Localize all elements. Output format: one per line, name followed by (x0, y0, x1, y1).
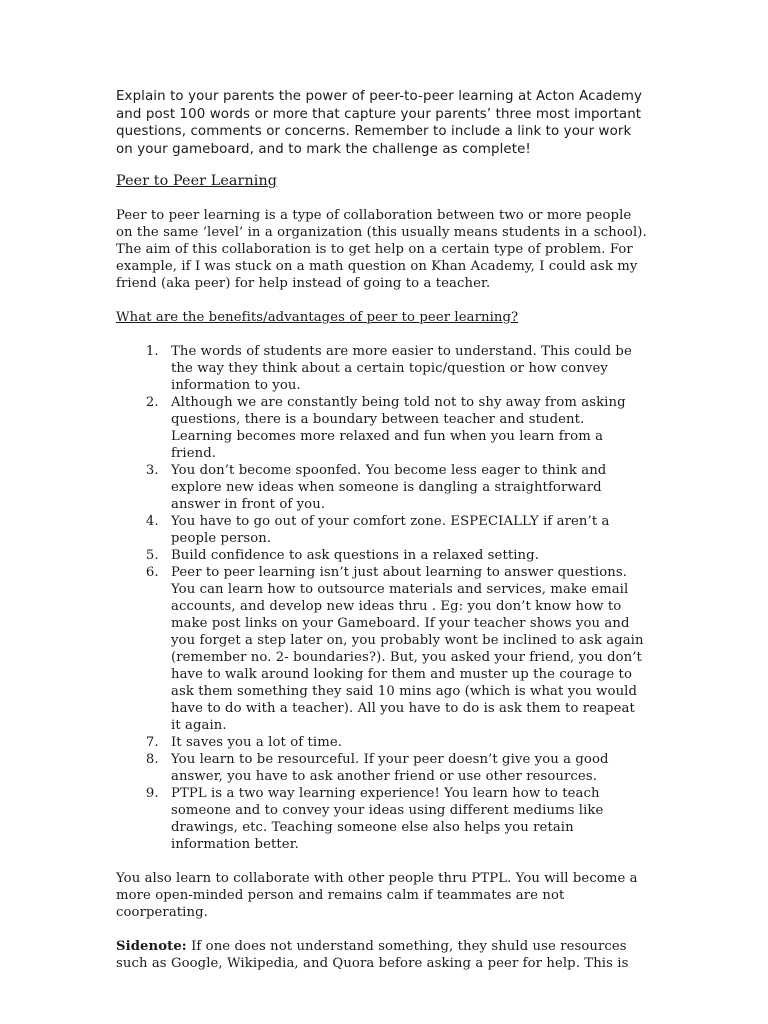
list-item: 1. The words of students are more easier to understand. This could be the way they think about a certain topic/question or how convey information to you. (163, 343, 648, 394)
sidenote-paragraph (116, 938, 648, 972)
collaboration-paragraph: You also learn to collaborate with other people thru PTPL. You will become a more open-minded person and remains calm if teammates are not coorperating. (116, 871, 638, 920)
definition-paragraph: Peer to peer learning is a type of collaboration between two or more people on the same ‘level’ in a organization (this usually means students in a school). The aim of this collaboration is to get help on a certain type of problem. For example, if I was stuck on a math question on Khan Academy, I could ask my friend (aka peer) for help instead of going to a teacher. (116, 208, 647, 291)
section-heading-peer-learning: Peer to Peer Learning (116, 173, 278, 189)
document-page (116, 88, 648, 989)
list-item: 8. You learn to be resourceful. If your peer doesn’t give you a good answer, you have to ask another friend or use other resources. (163, 751, 648, 785)
list-item: 4. You have to go out of your comfort zone. ESPECIALLY if aren’t a people person. (163, 513, 648, 547)
section-heading-benefits: What are the benefits/advantages of peer to peer learning? (116, 310, 519, 325)
list-item: 2. Although we are constantly being told not to shy away from asking questions, there is a boundary between teacher and student. Learning becomes more relaxed and fun when you learn from a friend. (163, 394, 648, 462)
sidenote-label: Sidenote: (116, 939, 187, 954)
list-item: 7. It saves you a lot of time. (163, 734, 648, 751)
intro-instructions: Explain to your parents the power of peer-to-peer learning at Acton Academy and post 100 words or more that capture your parents’ three most important questions, comments or concerns. Remember to include a link to your work on your gameboard, and to mark the challenge as complete! (116, 89, 642, 157)
list-item: 9. PTPL is a two way learning experience! You learn how to teach someone and to convey your ideas using different mediums like drawings, etc. Teaching someone else also helps you retain information better. (163, 785, 648, 853)
list-item: 3. You don’t become spoonfed. You become less eager to think and explore new ideas when someone is dangling a straightforward answer in front of you. (163, 462, 648, 513)
benefits-list (116, 343, 648, 853)
list-item: 5. Build confidence to ask questions in a relaxed setting. (163, 547, 648, 564)
sidenote-text: If one does not understand something, they shuld use resources such as Google, Wikipedia, and Quora before asking a peer for help. This is (116, 939, 629, 971)
list-item: 6. Peer to peer learning isn’t just about learning to answer questions. You can learn how to outsource materials and services, make email accounts, and develop new ideas thru . Eg: you don’t know how to make post links on your Gameboard. If your teacher shows you and you forget a step later on, you probably wont be inclined to ask again (remember no. 2- boundaries?). But, you asked your friend, you don’t have to walk around looking for them and muster up the courage to ask them something they said 10 mins ago (which is what you would have to do with a teacher). All you have to do is ask them to reapeat it again. (163, 564, 648, 734)
